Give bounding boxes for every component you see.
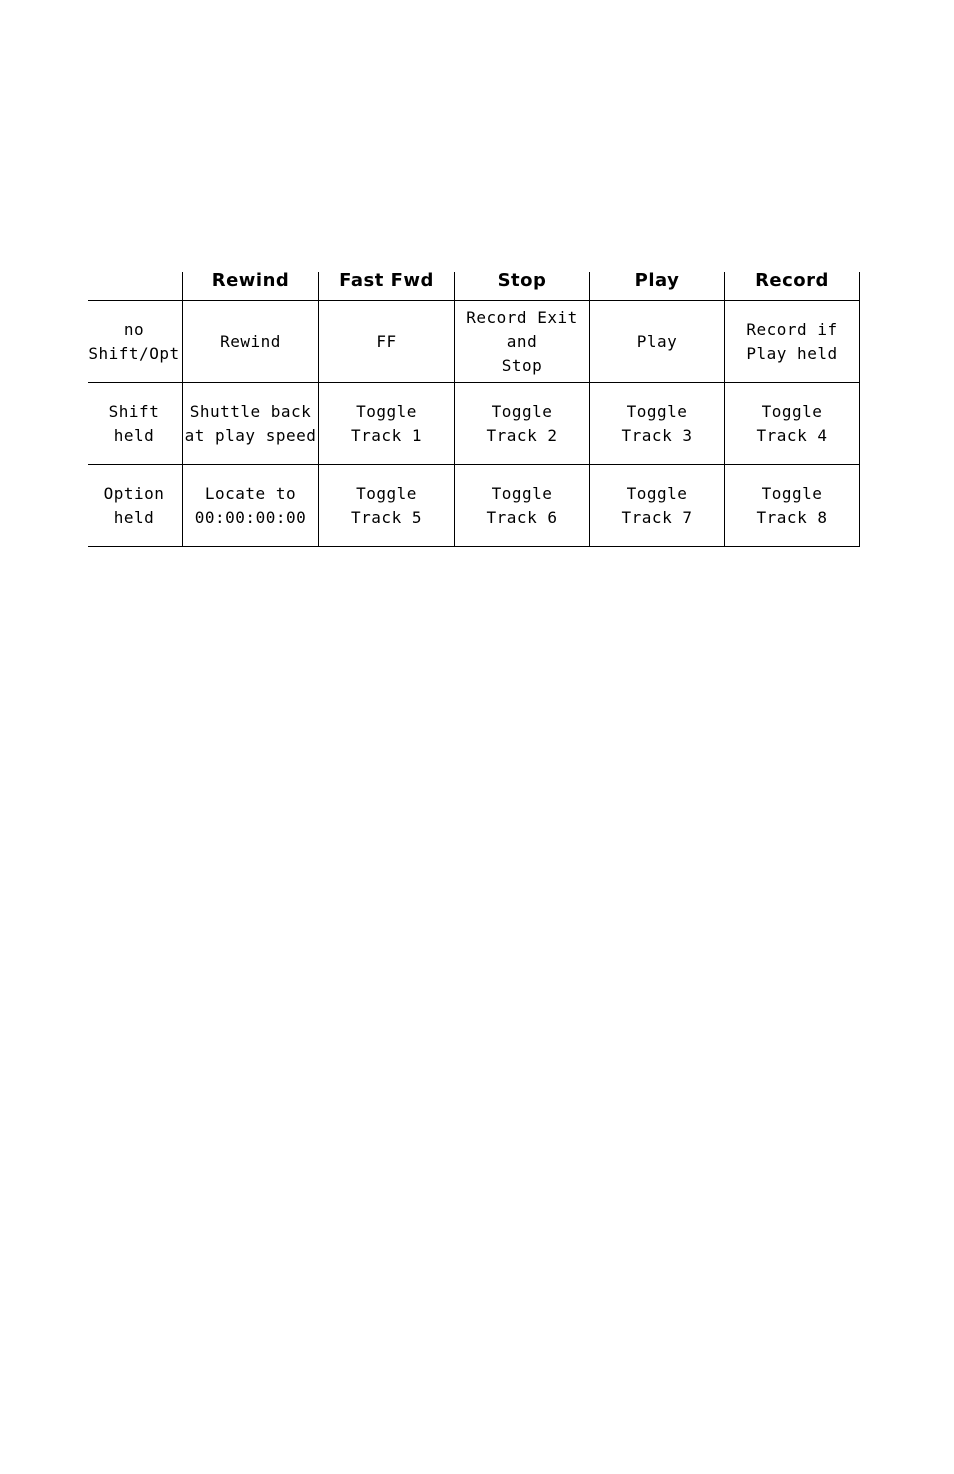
header-stop: Stop — [455, 272, 590, 301]
cell-no-modifier-stop: Record Exit and Stop — [455, 301, 590, 383]
row-label-no-modifier: no Shift/Opt — [88, 301, 183, 383]
header-rewind: Rewind — [183, 272, 319, 301]
cell-option-record: Toggle Track 8 — [725, 465, 860, 547]
cell-no-modifier-record: Record if Play held — [725, 301, 860, 383]
cell-no-modifier-play: Play — [590, 301, 725, 383]
cell-shift-record: Toggle Track 4 — [725, 383, 860, 465]
cell-shift-stop: Toggle Track 2 — [455, 383, 590, 465]
cell-option-fast-fwd: Toggle Track 5 — [319, 465, 455, 547]
cell-option-play: Toggle Track 7 — [590, 465, 725, 547]
cell-shift-play: Toggle Track 3 — [590, 383, 725, 465]
cell-no-modifier-rewind: Rewind — [183, 301, 319, 383]
header-corner — [88, 272, 183, 301]
header-play: Play — [590, 272, 725, 301]
cell-shift-fast-fwd: Toggle Track 1 — [319, 383, 455, 465]
cell-shift-rewind: Shuttle back at play speed — [183, 383, 319, 465]
key-command-table — [88, 272, 862, 548]
cell-option-stop: Toggle Track 6 — [455, 465, 590, 547]
header-fast-fwd: Fast Fwd — [319, 272, 455, 301]
cell-option-rewind: Locate to 00:00:00:00 — [183, 465, 319, 547]
key-command-grid — [88, 272, 862, 547]
header-record: Record — [725, 272, 860, 301]
row-label-option: Option held — [88, 465, 183, 547]
cell-no-modifier-fast-fwd: FF — [319, 301, 455, 383]
row-label-shift: Shift held — [88, 383, 183, 465]
